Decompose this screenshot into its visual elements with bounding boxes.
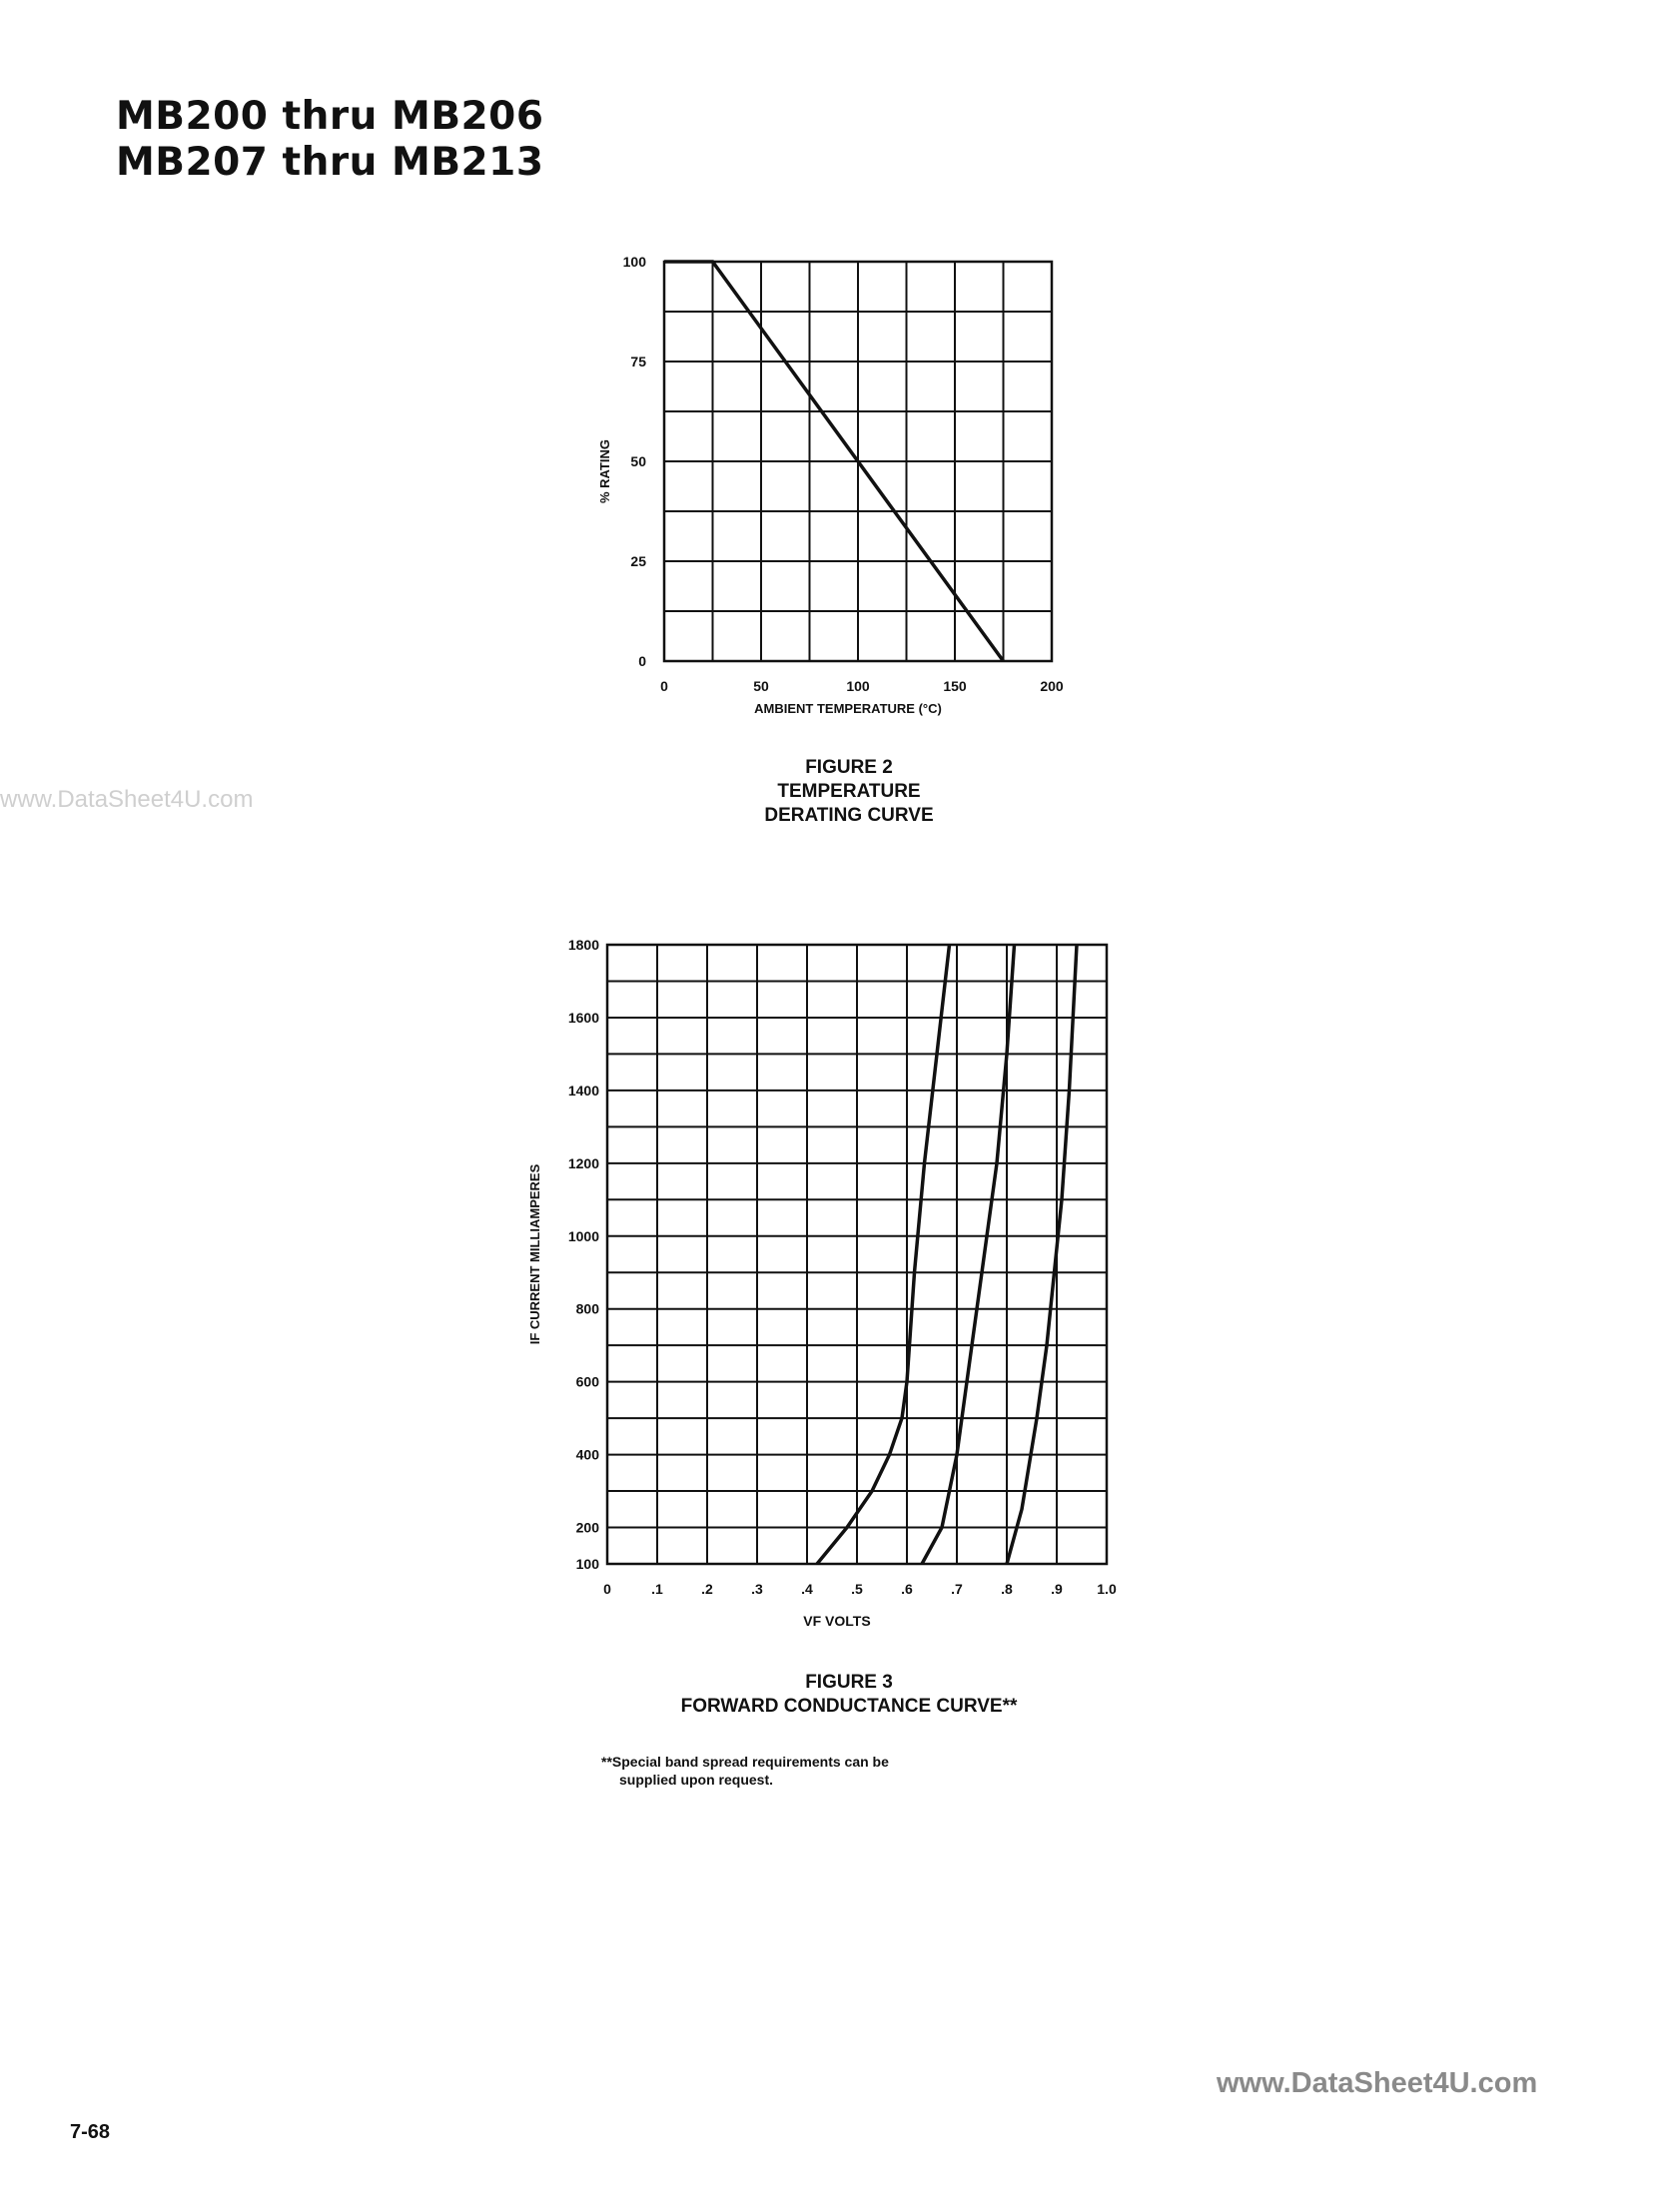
title-line-1: MB200 thru MB206 xyxy=(116,94,544,139)
figure3-footnote xyxy=(601,1753,889,1789)
x-tick-label: 150 xyxy=(943,678,967,694)
watermark-right: www.DataSheet4U.com xyxy=(1217,2067,1538,2099)
x-tick-label: .8 xyxy=(1001,1581,1013,1597)
x-tick-label: .1 xyxy=(651,1581,663,1597)
figure3-caption-line2: FORWARD CONDUCTANCE CURVE** xyxy=(680,1696,1018,1717)
y-tick-label: 1400 xyxy=(567,1082,599,1099)
y-tick-label: 200 xyxy=(575,1519,599,1536)
page-title xyxy=(116,94,543,186)
y-tick-label: 0 xyxy=(638,653,646,669)
y-tick-label: 25 xyxy=(630,553,646,569)
x-tick-label: .2 xyxy=(701,1581,713,1597)
y-tick-label: 400 xyxy=(575,1446,599,1463)
figure3-caption-label: FIGURE 3 xyxy=(805,1672,893,1693)
x-tick-label: .3 xyxy=(751,1581,763,1597)
x-tick-label: .6 xyxy=(901,1581,913,1597)
conductance-curve-2 xyxy=(922,945,1015,1564)
forward-conductance-chart xyxy=(519,929,1119,1648)
y-tick-label: 100 xyxy=(622,254,646,270)
page-number: 7-68 xyxy=(70,2121,111,2143)
x-tick-label: .7 xyxy=(951,1581,963,1597)
y-axis-label: IF CURRENT MILLIAMPERES xyxy=(527,1163,542,1345)
watermark-left: www.DataSheet4U.com xyxy=(0,786,254,813)
y-tick-label: 1800 xyxy=(567,937,599,953)
y-tick-label: 1200 xyxy=(567,1154,599,1171)
footnote-line-1: **Special band spread requirements can be xyxy=(601,1754,889,1770)
figure2-caption xyxy=(619,756,1079,828)
figure2-caption-line2: TEMPERATURE xyxy=(777,781,921,802)
footnote-line-2: supplied upon request. xyxy=(619,1772,774,1788)
x-tick-label: 50 xyxy=(753,678,769,694)
x-tick-label: .4 xyxy=(801,1581,813,1597)
y-tick-label: 100 xyxy=(575,1556,599,1572)
x-tick-label: 200 xyxy=(1040,678,1064,694)
x-tick-label: 0 xyxy=(603,1581,611,1597)
conductance-curve-3 xyxy=(1007,945,1077,1564)
figure2-caption-line3: DERATING CURVE xyxy=(764,805,934,826)
x-tick-label: 100 xyxy=(846,678,870,694)
x-tick-label: 0 xyxy=(660,678,668,694)
conductance-curve-1 xyxy=(817,945,950,1564)
temperature-derating-chart xyxy=(579,250,1099,729)
x-tick-label: .9 xyxy=(1051,1581,1063,1597)
x-axis-label: AMBIENT TEMPERATURE (°C) xyxy=(754,701,942,716)
x-tick-label: .5 xyxy=(851,1581,863,1597)
figure3-caption xyxy=(599,1671,1099,1719)
y-tick-label: 1000 xyxy=(567,1227,599,1244)
y-tick-label: 1600 xyxy=(567,1009,599,1026)
y-tick-label: 800 xyxy=(575,1300,599,1317)
title-line-2: MB207 thru MB213 xyxy=(116,140,544,185)
y-axis-label: % RATING xyxy=(597,438,612,504)
x-tick-label: 1.0 xyxy=(1097,1581,1117,1597)
figure2-caption-label: FIGURE 2 xyxy=(805,757,893,778)
y-tick-label: 600 xyxy=(575,1373,599,1390)
y-tick-label: 50 xyxy=(630,453,646,469)
y-tick-label: 75 xyxy=(630,354,646,369)
x-axis-label: VF VOLTS xyxy=(803,1613,871,1629)
